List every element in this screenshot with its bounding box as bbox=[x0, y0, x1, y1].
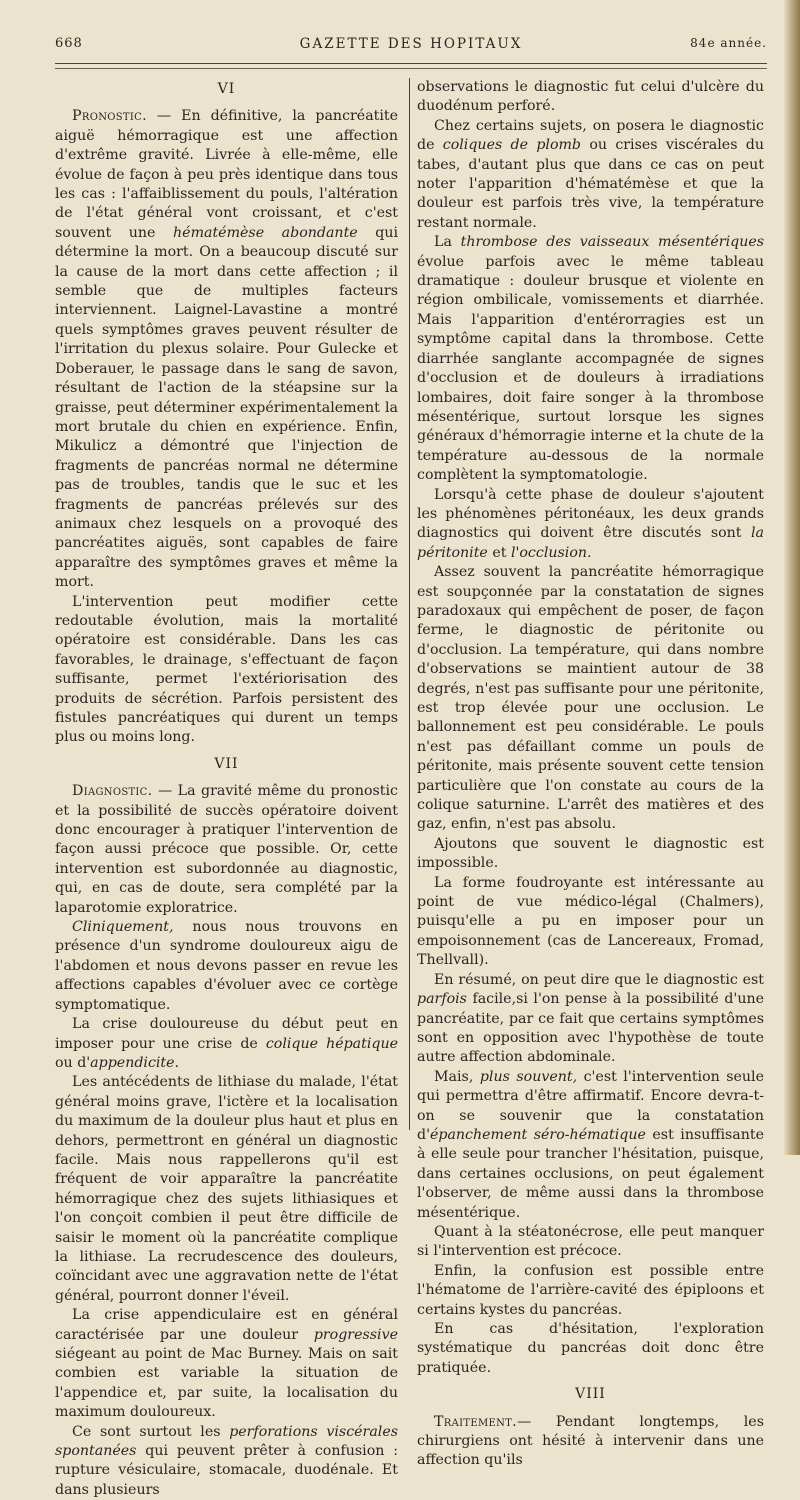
emphasis: Cliniquement, bbox=[72, 919, 174, 936]
text-run: — La gravité même du pronostic et la possibilité de succès opératoire doivent donc encourager à pratiquer l'intervention de façon aussi précoce que possible. Or, cette intervention est subordonnée au diagnostic, qui, en cas de doute, sera complété par la laparotomie exploratrice. bbox=[55, 783, 398, 916]
right-column bbox=[417, 78, 764, 1471]
paragraph: Les antécédents de lithiase du malade, l'état général moins grave, l'ictère et la localisation du maximum de la douleur plus haut et plus en dehors, permettront en général un diagnostic facile. Mais nous rappellerons qu'il est fréquent de voir apparaître la pancréatite hémorragique chez des sujets lithiasiques et l'on conçoit combien il peut être difficile de saisir le moment où la pancréatite complique la lithiase. La recrudescence des douleurs, coïncidant avec une aggravation nette de l'état général, pourront donner l'éveil. bbox=[55, 1074, 398, 1304]
text-run: Ce sont surtout les bbox=[72, 1423, 230, 1440]
text-run: — En définitive, la pancréatite aiguë hémorragique est une affection d'extrême gravité. Livrée à elle-même, elle évolue de façon à peu près identique dans tous les cas : l'affaiblissement du pouls, l'altération de l'état général vont croissant, et c'est souvent une bbox=[55, 108, 398, 241]
text-run: La bbox=[434, 234, 461, 251]
text-run: qui détermine la mort. On a beaucoup discuté sur la cause de la mort dans cette affection ; il semble que de multiples facteurs interviennent. Laignel-Lavastine a montré quels symptômes graves peuvent résulter de l'irritation du plexus solaire. Pour Gulecke et Doberauer, le passage dans le sang de savon, résultant de l'action de la stéapsine sur la graisse, peut déterminer expérimentalement la mort brutale du chien en expérience. Enfin, Mikulicz a démontré que l'injection de fragments de pancréas normal ne détermine pas de troubles, tandis que le suc et les fragments de pancréas prélevés sur des animaux chez lesquels on a provoqué des pancréatites aiguës, sont capables de faire apparaître des symptômes graves et même la mort. bbox=[55, 224, 398, 591]
text-run: c'est l'intervention seule qui permettra d'être affirmatif. Encore devra-t-on se souvenir que la constatation d' bbox=[417, 1068, 764, 1143]
text-run: La crise appendiculaire est en général caractérisée par une douleur bbox=[55, 1307, 398, 1343]
paragraph bbox=[417, 1068, 764, 1223]
paragraph: Ajoutons que souvent le diagnostic est impossible. bbox=[417, 835, 764, 872]
paragraph bbox=[417, 117, 764, 233]
emphasis: épanchement séro-hématique bbox=[429, 1126, 646, 1143]
section-heading-vi: VI bbox=[217, 81, 236, 97]
section-label-pronostic: Pronostic. bbox=[72, 108, 147, 125]
text-run: — Pendant longtemps, les chirurgiens ont hésité à intervenir dans une affection qu'ils bbox=[417, 1413, 764, 1469]
paragraph bbox=[55, 1306, 398, 1422]
emphasis: coliques de plomb bbox=[442, 137, 582, 154]
paragraph bbox=[55, 918, 398, 1015]
emphasis: parfois bbox=[417, 991, 467, 1008]
header-rule-top bbox=[55, 63, 767, 64]
paragraph-pronostic bbox=[55, 107, 398, 592]
paragraph: Enfin, la confusion est possible entre l'hématome de l'arrière-cavité des épiploons et certains kystes du pancréas. bbox=[417, 1262, 764, 1318]
text-run: évolue parfois avec le même tableau dramatique : douleur brusque et violente en région ombilicale, vomissements et diarrhée. Mais l'apparition d'entérorragies est un symptôme capital dans la thrombose. Cette diarrhée sanglante accompagnée de signes d'occlusion et de douleurs à irradiations lombaires, doit faire songer à la thrombose mésentérique, surtout lorsque les signes généraux d'hémorragie interne et la chute de la température au-dessous de la normale complètent la symptomatologie. bbox=[417, 253, 764, 484]
paragraph bbox=[417, 233, 764, 485]
paragraph-diagnostic bbox=[55, 782, 398, 918]
text-run: siégeant au point de Mac Burney. Mais on sait combien est variable la situation de l'appendice et, par suite, la localisation du maximum douloureux. bbox=[55, 1346, 398, 1421]
page-number: 668 bbox=[55, 36, 83, 51]
left-column bbox=[55, 78, 398, 1500]
paragraph bbox=[55, 1015, 398, 1073]
section-heading-vii: VII bbox=[214, 755, 239, 772]
paragraph: L'intervention peut modifier cette redoutable évolution, mais la mortalité opératoire est considérable. Dans les cas favorables, le drainage, s'effectuant de façon suffisante, permet l'extériorisation des produits de sécrétion. Parfois persistent des fistules pancréatiques qui durent un temps plus ou moins long. bbox=[55, 593, 398, 746]
emphasis: perforations viscérales spontanées bbox=[55, 1423, 398, 1460]
paragraph: En cas d'hésitation, l'exploration systématique du pancréas doit donc être pratiquée. bbox=[417, 1321, 764, 1376]
emphasis: la péritonite bbox=[417, 525, 764, 561]
text-run: Chez certains sujets, on posera le diagnostic de bbox=[417, 117, 764, 154]
text-run: En résumé, on peut dire que le diagnostic est bbox=[434, 971, 764, 988]
text-run: facile,si l'on pense à la possibilité d'une pancréatite, par ce fait que certains symptômes sont en opposition avec l'hypothèse de toute autre affection abdominale. bbox=[417, 991, 764, 1066]
emphasis: progressive bbox=[313, 1326, 398, 1343]
emphasis: plus souvent, bbox=[479, 1068, 578, 1085]
emphasis: thrombose des vaisseaux mésentériques bbox=[460, 234, 765, 251]
section-label-traitement: Traitement. bbox=[434, 1413, 517, 1430]
text-run: nous nous trouvons en présence d'un syndrome douloureux aigu de l'abdomen et nous devons passer en revue les affections capables d'évoluer avec ce cortège symptomatique. bbox=[55, 919, 398, 1013]
text-run: Lorsqu'à cette phase de douleur s'ajoutent les phénomènes péritonéaux, les deux grands diagnostics qui doivent être discutés sont bbox=[417, 486, 764, 542]
page-header bbox=[55, 36, 767, 58]
emphasis: l'occlusion. bbox=[510, 544, 592, 561]
paragraph: observations le diagnostic fut celui d'ulcère du duodénum perforé. bbox=[417, 79, 764, 115]
text-run: ou crises viscérales du tabes, d'autant plus que dans ce cas on peut noter l'apparition d'hématémèse et que la douleur est parfois très vive, la température restant normale. bbox=[417, 137, 764, 231]
column-divider bbox=[409, 78, 410, 1130]
emphasis: colique hépatique bbox=[265, 1035, 398, 1052]
page-edge-shadow bbox=[784, 0, 800, 1155]
text-run: est insuffisante à elle seule pour trancher l'hésitation, puisque, dans certaines occlusions, on peut également l'observer, de même aussi dans la thrombose mésentérique. bbox=[417, 1126, 764, 1221]
paragraph bbox=[417, 971, 764, 1068]
text-run: qui peuvent prêter à confusion : rupture vésiculaire, stomacale, duodénale. Et dans plusieurs bbox=[55, 1443, 398, 1498]
text-run: Mais, bbox=[434, 1068, 480, 1085]
journal-title: GAZETTE DES HOPITAUX bbox=[299, 36, 523, 52]
header-rule-bottom bbox=[55, 68, 767, 69]
section-label-diagnostic: Diagnostic. bbox=[72, 783, 153, 800]
paragraph bbox=[417, 486, 764, 564]
paragraph: La forme foudroyante est intéressante au point de vue médico-légal (Chalmers), puisqu'elle a pu en imposer pour un empoisonnement (cas de Lancereaux, Fromad, Thellvall). bbox=[417, 874, 764, 969]
paragraph: Assez souvent la pancréatite hémorragique est soupçonnée par la constatation de signes paradoxaux qui empêchent de poser, de façon ferme, le diagnostic de péritonite ou d'occlusion. La température, qui dans nombre d'observations se maintient autour de 38 degrés, n'est pas suffisante pour une péritonite, est trop élevée pour une occlusion. Le ballonnement est peu considérable. Le pouls n'est pas défaillant comme un pouls de péritonite, mais présente souvent cette tension particulière que l'on constate au cours de la colique saturnine. L'arrêt des matières et des gaz, enfin, n'est pas absolu. bbox=[417, 564, 764, 833]
emphasis: hématémèse abondante bbox=[173, 224, 358, 241]
text-run: La crise douloureuse du début peut en imposer pour une crise de bbox=[55, 1016, 398, 1052]
year-label: 84e année. bbox=[690, 36, 767, 50]
emphasis: appendicite. bbox=[90, 1054, 180, 1071]
text-run: ou d' bbox=[55, 1054, 91, 1071]
paragraph bbox=[55, 1423, 398, 1500]
text-run: et bbox=[487, 544, 511, 561]
paragraph-traitement bbox=[417, 1413, 764, 1471]
paragraph: Quant à la stéatonécrose, elle peut manquer si l'intervention est précoce. bbox=[417, 1223, 764, 1260]
section-heading-viii: VIII bbox=[575, 1386, 606, 1403]
